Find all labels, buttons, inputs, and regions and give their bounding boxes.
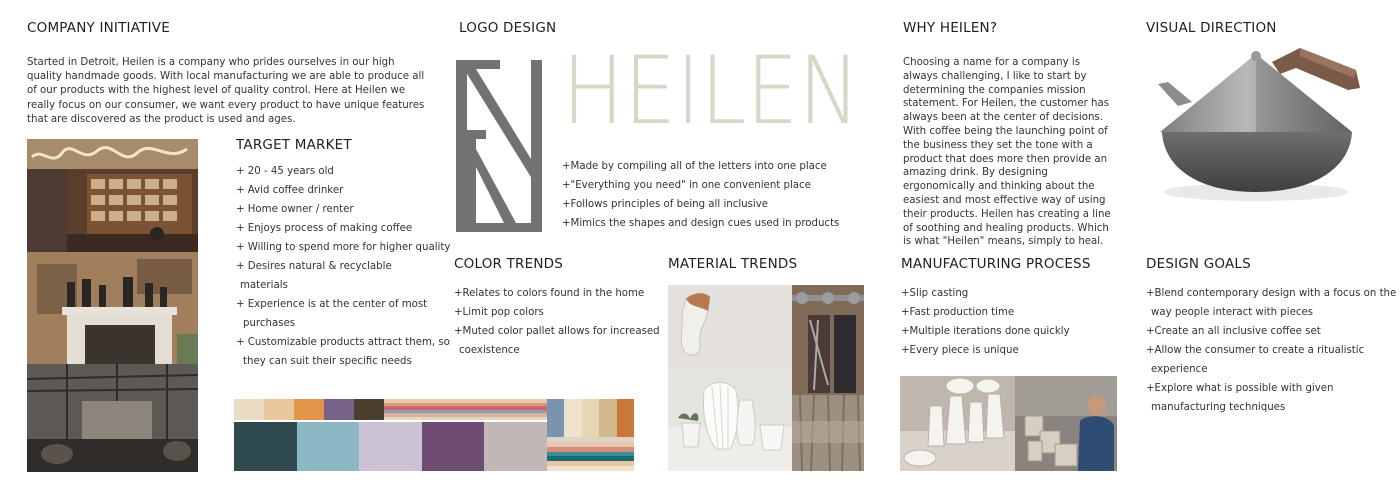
list-item: coexistence <box>459 345 520 356</box>
why-heilen-heading: WHY HEILEN? <box>903 20 998 36</box>
logo-mark <box>456 57 542 235</box>
list-item: +Relates to colors found in the home <box>454 288 645 299</box>
color-swatch <box>582 399 599 437</box>
color-swatch <box>234 399 264 420</box>
list-item: + Experience is at the center of most <box>236 299 428 310</box>
color-swatch <box>599 399 616 437</box>
color-swatch <box>484 422 547 471</box>
list-item: + Desires natural & recyclable <box>236 261 392 272</box>
color-swatch <box>234 422 297 471</box>
list-item: +Limit pop colors <box>454 307 544 318</box>
list-item: +Fast production time <box>901 307 1015 318</box>
logo-design-list <box>562 157 839 233</box>
material-trends-heading: MATERIAL TRENDS <box>668 256 798 272</box>
list-item: +Multiple iterations done quickly <box>901 326 1070 337</box>
list-item: purchases <box>243 318 296 329</box>
why-heilen-body: Choosing a name for a company is always challenging, I like to start by determining the companies mission statement. For Heilen, the customer has always been at the center of decisions. With coffee being the launching point of the business they set the tone with a product that does more then provide an amazing drink. By designing ergonomically and thinking about the easiest and most effective way of using their products. Heilen has creating a line of soothing and healing products. Which is what "Heilen" means, simply to heal. <box>903 57 1111 248</box>
list-item: + Avid coffee drinker <box>236 185 344 196</box>
color-swatch <box>359 422 422 471</box>
color-trends-list <box>454 284 660 360</box>
list-item: +Slip casting <box>901 288 969 299</box>
color-stripe <box>384 417 547 421</box>
list-item: materials <box>240 280 288 291</box>
manufacturing-process-heading: MANUFACTURING PROCESS <box>901 256 1091 272</box>
list-item: + Customizable products attract them, so <box>236 337 450 348</box>
list-item: +Follows principles of being all inclusive <box>562 199 769 210</box>
list-item: +Allow the consumer to create a ritualistic <box>1146 345 1365 356</box>
manufacturing-photos <box>900 376 1117 471</box>
color-swatch <box>297 422 360 471</box>
color-swatch <box>354 399 384 420</box>
list-item: + Willing to spend more for higher quality <box>236 242 451 253</box>
list-item: +Mimics the shapes and design cues used in products <box>562 218 840 229</box>
list-item: +Muted color pallet allows for increased <box>454 326 660 337</box>
target-market-list <box>236 162 450 371</box>
color-swatch <box>564 399 581 437</box>
list-item: +Explore what is possible with given <box>1146 383 1334 394</box>
manufacturing-process-list <box>901 284 1070 360</box>
logo-design-heading: LOGO DESIGN <box>459 20 557 36</box>
list-item: they can suit their specific needs <box>243 356 412 367</box>
wordmark-text: HEILEN <box>562 37 860 146</box>
material-trends-collage <box>668 285 864 471</box>
color-swatch <box>264 399 294 420</box>
design-goals-list <box>1146 284 1396 417</box>
list-item: way people interact with pieces <box>1151 307 1314 318</box>
logo-wordmark <box>562 37 862 146</box>
kettle-render <box>1150 44 1362 204</box>
visual-direction-heading: VISUAL DIRECTION <box>1146 20 1277 36</box>
list-item: +Every piece is unique <box>901 345 1019 356</box>
list-item: + 20 - 45 years old <box>236 166 334 177</box>
list-item: +"Everything you need" in one convenient place <box>562 180 811 191</box>
color-swatch <box>422 422 485 471</box>
list-item: +Create an all inclusive coffee set <box>1146 326 1321 337</box>
color-trends-heading: COLOR TRENDS <box>454 256 564 272</box>
color-swatch <box>547 399 564 437</box>
list-item: +Blend contemporary design with a focus on the <box>1146 288 1397 299</box>
list-item: + Enjoys process of making coffee <box>236 223 413 234</box>
company-initiative-heading: COMPANY INITIATIVE <box>27 20 170 36</box>
color-swatch <box>324 399 354 420</box>
list-item: manufacturing techniques <box>1151 402 1286 413</box>
color-swatch <box>617 399 634 437</box>
color-swatch <box>294 399 324 420</box>
list-item: +Made by compiling all of the letters into one place <box>562 161 827 172</box>
cafe-photo-collage <box>27 139 198 472</box>
design-goals-heading: DESIGN GOALS <box>1146 256 1251 272</box>
color-stripe <box>547 466 634 471</box>
target-market-heading: TARGET MARKET <box>236 137 352 153</box>
list-item: experience <box>1151 364 1208 375</box>
color-palette <box>234 399 634 471</box>
list-item: + Home owner / renter <box>236 204 354 215</box>
company-initiative-body: Started in Detroit, Heilen is a company who prides ourselves in our high quality handmade goods. With local manufacturing we are able to produce all of our products with the highest level of quality control. Here at Heilen we really focus on our consumer, we want every product to have unique features that are discovered as the product is used and ages. <box>27 57 425 125</box>
